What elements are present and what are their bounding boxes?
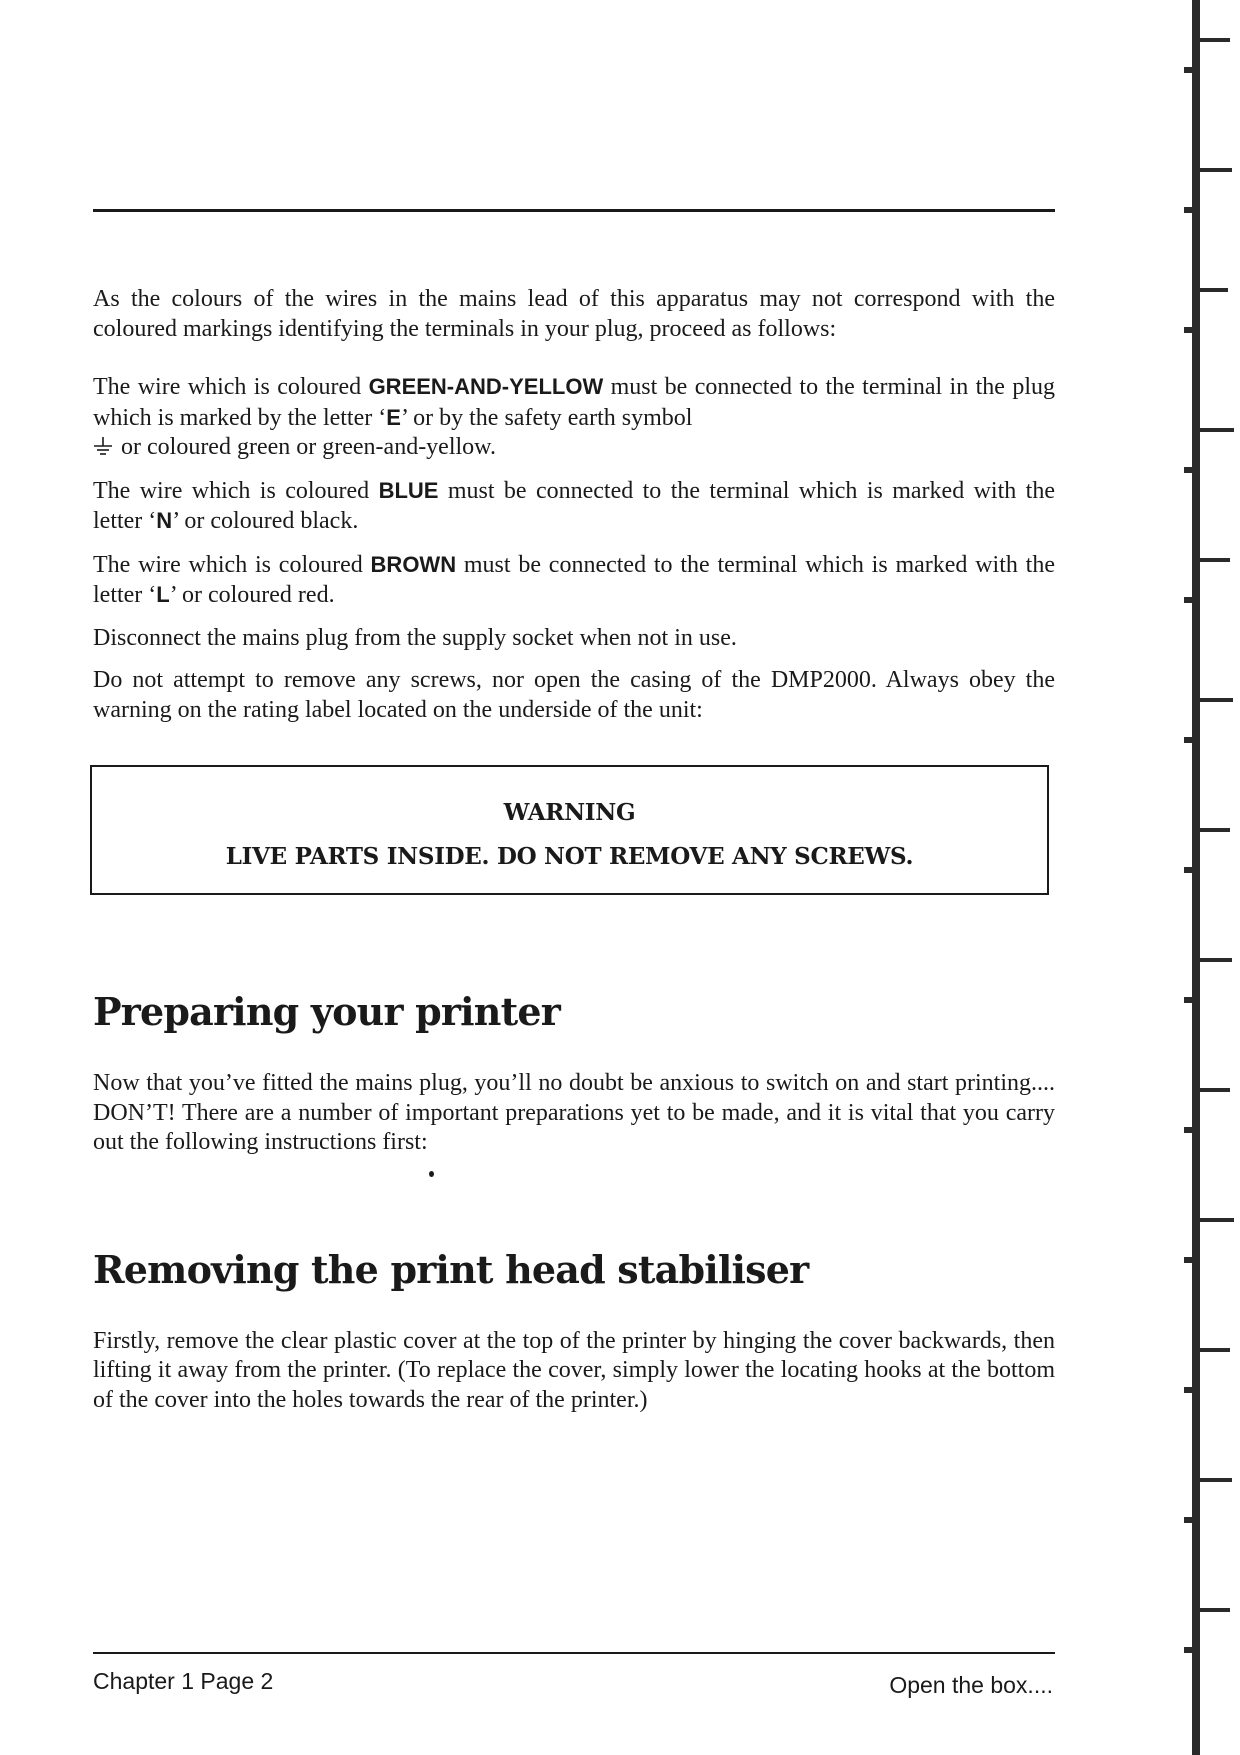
spiral-binding-edge xyxy=(1180,0,1240,1755)
letter-l: L xyxy=(156,582,170,607)
warning-title: WARNING xyxy=(503,799,636,826)
green-yellow-label: GREEN-AND-YELLOW xyxy=(368,374,604,399)
letter-n: N xyxy=(156,508,173,533)
brown-label: BROWN xyxy=(370,551,457,577)
bottom-rule xyxy=(93,1652,1055,1654)
brown-wire-paragraph: The wire which is coloured BROWN must be connected to the terminal which is marked with the letter ‘L’ or coloured red. xyxy=(93,551,1055,608)
intro-paragraph: As the colours of the wires in the mains lead of this apparatus may not correspond with the coloured markings identifying the terminals in your plug, proceed as follows: xyxy=(93,286,1055,342)
earth-symbol-icon xyxy=(93,437,113,457)
stray-dot xyxy=(429,1171,434,1177)
letter-e: E xyxy=(386,404,401,430)
footer-chapter-page: Chapter 1 Page 2 xyxy=(93,1668,274,1694)
footer-section-title: Open the box.... xyxy=(889,1672,1053,1698)
preparing-heading: Preparing your printer xyxy=(93,989,560,1034)
page-content xyxy=(93,285,1055,1415)
blue-label: BLUE xyxy=(378,477,439,503)
preparing-paragraph: Now that you’ve fitted the mains plug, you’ll no doubt be anxious to switch on and start printing.... DON’T! There are a number of important preparations yet to be made, and it is vital that you carry out the following instructions first: xyxy=(93,1070,1055,1155)
disconnect-paragraph: Disconnect the mains plug from the supply socket when not in use. xyxy=(93,624,737,651)
removing-heading: Removing the print head stabiliser xyxy=(93,1246,809,1292)
warning-text: LIVE PARTS INSIDE. DO NOT REMOVE ANY SCREWS. xyxy=(225,843,914,870)
screws-paragraph: Do not attempt to remove any screws, nor open the casing of the DMP2000. Always obey the warning on the rating label located on the underside of the unit: xyxy=(93,667,1055,723)
removing-paragraph: Firstly, remove the clear plastic cover at the top of the printer by hinging the cover backwards, then lifting it away from the printer. (To replace the cover, simply lower the locating hooks at the bottom of the cover into the holes towards the rear of the printer.) xyxy=(93,1327,1055,1413)
top-rule xyxy=(93,209,1055,212)
blue-wire-paragraph: The wire which is coloured BLUE must be connected to the terminal which is marked with the letter ‘N’ or coloured black. xyxy=(93,477,1055,534)
warning-box xyxy=(90,765,1049,895)
green-yellow-wire-paragraph: The wire which is coloured GREEN-AND-YELLOW must be connected to the terminal in the plug which is marked by the letter ‘E’ or by the safety earth symbol or coloured green or green-and-yellow. xyxy=(93,374,1055,460)
